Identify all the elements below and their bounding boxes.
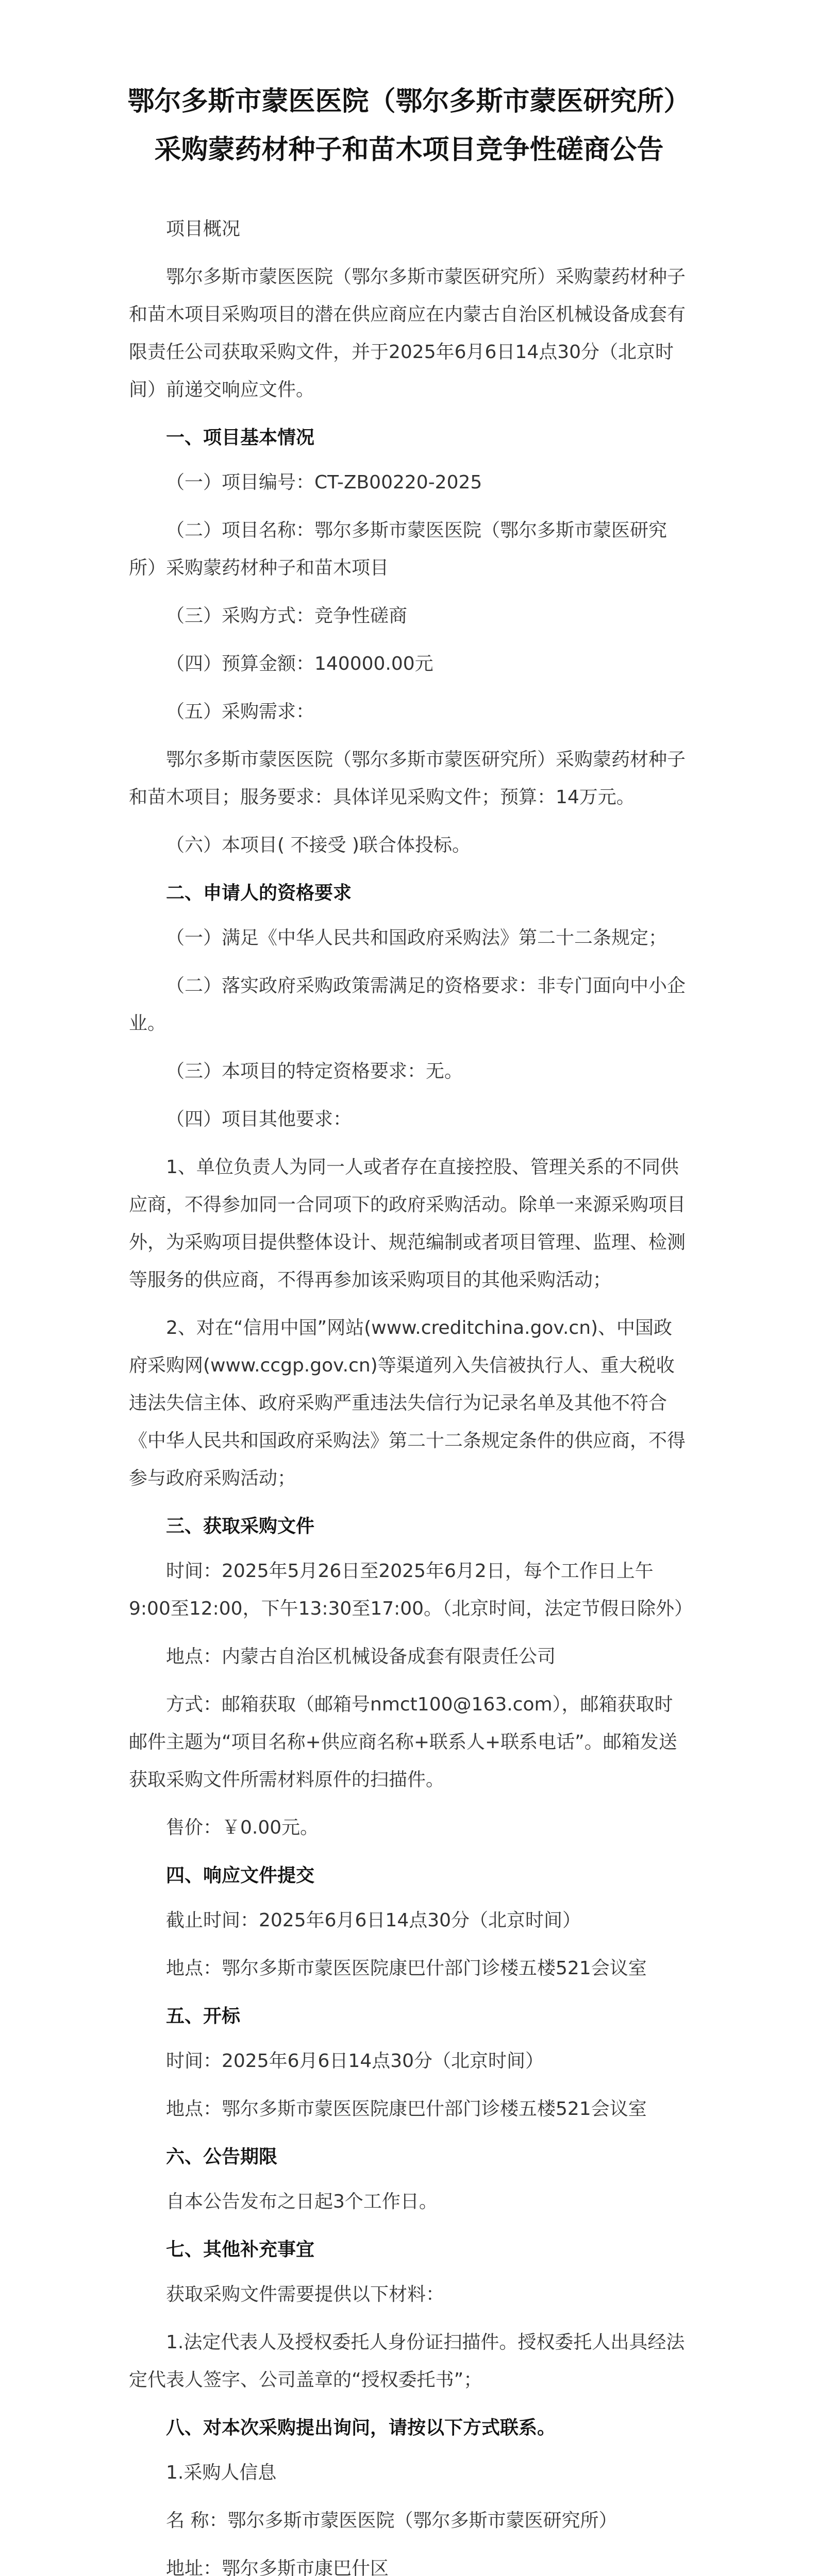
section-heading-contact: 八、对本次采购提出询问，请按以下方式联系。: [166, 2417, 556, 2438]
paragraph: （四）预算金额：140000.00元: [166, 653, 433, 674]
paragraph: 售价：￥0.00元。: [166, 1817, 319, 1838]
paragraph: （四）项目其他要求：: [166, 1109, 352, 1130]
document-title: [0, 77, 818, 174]
paragraph: 地点：鄂尔多斯市蒙医医院康巴什部门诊楼五楼521会议室: [166, 1958, 647, 1979]
paragraph: 截止时间：2025年6月6日14点30分（北京时间）: [166, 1910, 581, 1931]
paragraph: 1、单位负责人为同一人或者存在直接控股、管理关系的不同供应商，不得参加同一合同项下的政府采购活动。除单一来源采购项目外，为采购项目提供整体设计、规范编制或者项目管理、监理、检测等服务的供应商，不得再参加该采购项目的其他采购活动；: [129, 1157, 686, 1291]
paragraph: 1.法定代表人及授权委托人身份证扫描件。授权委托人出具经法定代表人签字、公司盖章的“授权委托书”；: [129, 2332, 685, 2391]
document-body: [129, 210, 693, 2576]
paragraph: 地点：鄂尔多斯市蒙医医院康巴什部门诊楼五楼521会议室: [166, 2098, 647, 2120]
paragraph: （六）本项目( 不接受 )联合体投标。: [166, 835, 471, 856]
paragraph: 鄂尔多斯市蒙医医院（鄂尔多斯市蒙医研究所）采购蒙药材种子和苗木项目；服务要求：具体详见采购文件；预算：14万元。: [129, 749, 686, 808]
paragraph: （一）满足《中华人民共和国政府采购法》第二十二条规定；: [166, 927, 667, 948]
paragraph: 获取采购文件需要提供以下材料：: [166, 2284, 445, 2305]
paragraph: 方式：邮箱获取（邮箱号nmct100@163.com），邮箱获取时邮件主题为“项目名称+供应商名称+联系人+联系电话”。邮箱发送获取采购文件所需材料原件的扫描件。: [129, 1694, 677, 1790]
paragraph: （三）本项目的特定资格要求：无。: [166, 1061, 463, 1082]
overview-text: 鄂尔多斯市蒙医医院（鄂尔多斯市蒙医研究所）采购蒙药材种子和苗木项目采购项目的潜在供应商应在内蒙古自治区机械设备成套有限责任公司获取采购文件，并于2025年6月6日14点30分（北京时间）前递交响应文件。: [129, 266, 686, 400]
paragraph: （五）采购需求：: [166, 701, 315, 722]
section-heading-basic-info: 一、项目基本情况: [166, 427, 315, 448]
paragraph: 时间：2025年6月6日14点30分（北京时间）: [166, 2050, 544, 2072]
title-line-2: 采购蒙药材种子和苗木项目竞争性磋商公告: [154, 134, 664, 165]
paragraph: 地点：内蒙古自治区机械设备成套有限责任公司: [166, 1646, 556, 1667]
paragraph: 名 称：鄂尔多斯市蒙医医院（鄂尔多斯市蒙医研究所）: [166, 2510, 617, 2531]
paragraph: 2、对在“信用中国”网站(www.creditchina.gov.cn)、中国政府采购网(www.ccgp.gov.cn)等渠道列入失信被执行人、重大税收违法失信主体、政府采购严重违法失信行为记录名单及其他不符合《中华人民共和国政府采购法》第二十二条规定条件的供应商，不得参与政府采购活动；: [129, 1317, 686, 1489]
paragraph: 自本公告发布之日起3个工作日。: [166, 2191, 438, 2212]
paragraph: （二）落实政府采购政策需满足的资格要求：非专门面向中小企业。: [129, 975, 686, 1034]
section-heading-notice-period: 六、公告期限: [166, 2146, 278, 2167]
overview-label: 项目概况: [166, 218, 241, 240]
paragraph: （二）项目名称：鄂尔多斯市蒙医医院（鄂尔多斯市蒙医研究所）采购蒙药材种子和苗木项目: [129, 520, 667, 579]
title-line-1: 鄂尔多斯市蒙医医院（鄂尔多斯市蒙医研究所）: [127, 86, 691, 117]
section-heading-opening: 五、开标: [166, 2006, 241, 2027]
paragraph: 时间：2025年5月26日至2025年6月2日，每个工作日上午9:00至12:00，下午13:30至17:00。（北京时间，法定节假日除外）: [129, 1561, 693, 1619]
section-heading-obtain-documents: 三、获取采购文件: [166, 1516, 315, 1537]
paragraph: （一）项目编号：CT-ZB00220-2025: [166, 472, 482, 493]
paragraph: 地址：鄂尔多斯市康巴什区: [166, 2558, 389, 2576]
paragraph: 1.采购人信息: [166, 2462, 277, 2483]
section-heading-submission: 四、响应文件提交: [166, 1865, 315, 1886]
paragraph: （三）采购方式：竞争性磋商: [166, 605, 408, 626]
section-heading-supplementary: 七、其他补充事宜: [166, 2239, 315, 2260]
section-heading-qualifications: 二、申请人的资格要求: [166, 883, 352, 904]
